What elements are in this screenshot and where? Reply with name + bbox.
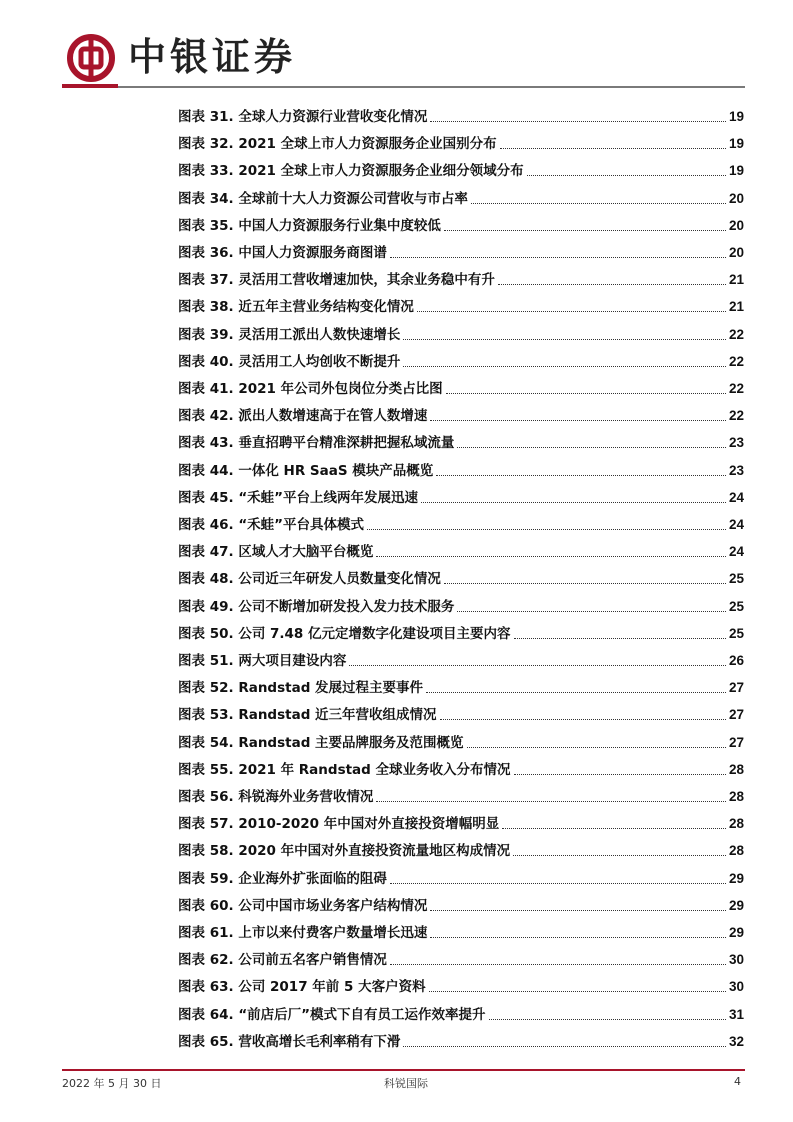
toc-leader-dots bbox=[514, 637, 726, 639]
header-rule bbox=[118, 86, 745, 88]
toc-entry[interactable] bbox=[178, 753, 744, 779]
bank-of-china-logo-icon bbox=[67, 34, 115, 82]
toc-entry-title: 图表 65. 营收高增长毛利率稍有下滑 bbox=[178, 1033, 401, 1050]
toc-leader-dots bbox=[376, 555, 726, 557]
toc-leader-dots bbox=[390, 256, 726, 258]
toc-entry-title: 图表 55. 2021 年 Randstad 全球业务收入分布情况 bbox=[178, 761, 511, 778]
toc-entry-page: 30 bbox=[728, 952, 744, 968]
toc-entry[interactable] bbox=[178, 1025, 744, 1051]
toc-entry-title: 图表 62. 公司前五名客户销售情况 bbox=[178, 952, 387, 969]
toc-entry-title: 图表 37. 灵活用工营收增速加快，其余业务稳中有升 bbox=[178, 272, 495, 289]
toc-leader-dots bbox=[471, 202, 726, 204]
toc-entry[interactable] bbox=[178, 399, 744, 425]
toc-leader-dots bbox=[457, 610, 726, 612]
toc-entry-page: 22 bbox=[728, 326, 744, 342]
toc-entry[interactable] bbox=[178, 481, 744, 507]
toc-entry[interactable] bbox=[178, 426, 744, 452]
toc-entry-page: 30 bbox=[728, 979, 744, 995]
toc-entry-title: 图表 58. 2020 年中国对外直接投资流量地区构成情况 bbox=[178, 843, 511, 860]
toc-entry-title: 图表 36. 中国人力资源服务商图谱 bbox=[178, 245, 387, 261]
toc-entry[interactable] bbox=[178, 263, 744, 289]
toc-entry-title: 图表 57. 2010-2020 年中国对外直接投资增幅明显 bbox=[178, 816, 500, 833]
toc-entry-page: 28 bbox=[728, 816, 744, 832]
toc-entry[interactable] bbox=[178, 943, 744, 969]
toc-leader-dots bbox=[514, 773, 726, 775]
toc-entry-page: 26 bbox=[728, 653, 744, 668]
toc-leader-dots bbox=[527, 174, 726, 176]
toc-entry-title: 图表 43. 垂直招聘平台精准深耕把握私域流量 bbox=[178, 435, 455, 452]
footer-company: 科锐国际 bbox=[384, 1077, 428, 1090]
toc-entry-page: 23 bbox=[728, 462, 744, 478]
toc-entry-page: 19 bbox=[728, 136, 744, 152]
toc-entry-page: 32 bbox=[728, 1033, 744, 1049]
toc-entry-page: 29 bbox=[728, 925, 744, 940]
toc-leader-dots bbox=[403, 365, 726, 367]
toc-leader-dots bbox=[446, 392, 726, 394]
footer-page-number: 4 bbox=[734, 1075, 741, 1088]
toc-entry-title: 图表 60. 公司中国市场业务客户结构情况 bbox=[178, 897, 428, 914]
footer-date: 2022 年 5 月 30 日 bbox=[62, 1077, 162, 1090]
toc-leader-dots bbox=[500, 147, 726, 149]
toc-entry-title: 图表 56. 科锐海外业务营收情况 bbox=[178, 789, 374, 805]
toc-leader-dots bbox=[430, 120, 726, 122]
toc-leader-dots bbox=[349, 664, 726, 666]
toc-leader-dots bbox=[403, 1045, 726, 1047]
toc-entry-title: 图表 63. 公司 2017 年前 5 大客户资料 bbox=[178, 979, 426, 996]
toc-entry-title: 图表 44. 一体化 HR SaaS 模块产品概览 bbox=[178, 462, 434, 479]
toc-leader-dots bbox=[444, 229, 726, 231]
toc-entry-title: 图表 38. 近五年主营业务结构变化情况 bbox=[178, 299, 414, 316]
toc-entry-title: 图表 40. 灵活用工人均创收不断提升 bbox=[178, 353, 401, 370]
toc-entry[interactable] bbox=[178, 617, 744, 643]
toc-entry-page: 22 bbox=[728, 408, 744, 424]
toc-entry-title: 图表 53. Randstad 近三年营收组成情况 bbox=[178, 707, 437, 724]
toc-entry[interactable] bbox=[178, 318, 744, 344]
toc-entry-title: 图表 39. 灵活用工派出人数快速增长 bbox=[178, 326, 401, 343]
toc-entry[interactable] bbox=[178, 998, 744, 1024]
toc-leader-dots bbox=[498, 283, 726, 285]
toc-entry-title: 图表 42. 派出人数增速高于在管人数增速 bbox=[178, 408, 428, 425]
toc-entry-page: 24 bbox=[728, 489, 744, 505]
toc-entry-page: 28 bbox=[728, 789, 744, 804]
toc-leader-dots bbox=[440, 718, 726, 720]
toc-leader-dots bbox=[403, 338, 726, 340]
toc-leader-dots bbox=[417, 310, 726, 312]
toc-entry-page: 22 bbox=[728, 381, 744, 396]
toc-entry-page: 27 bbox=[728, 734, 744, 750]
toc-leader-dots bbox=[426, 691, 726, 693]
toc-leader-dots bbox=[421, 501, 726, 503]
toc-entry-title: 图表 50. 公司 7.48 亿元定增数字化建设项目主要内容 bbox=[178, 625, 511, 642]
toc-entry[interactable] bbox=[178, 644, 744, 670]
toc-entry-page: 29 bbox=[728, 870, 744, 886]
toc-leader-dots bbox=[457, 446, 726, 448]
toc-entry-title: 图表 52. Randstad 发展过程主要事件 bbox=[178, 680, 424, 697]
toc-entry-title: 图表 49. 公司不断增加研发投入发力技术服务 bbox=[178, 598, 455, 615]
footer-rule bbox=[62, 1069, 745, 1071]
toc-entry[interactable] bbox=[178, 671, 744, 697]
toc-entry-title: 图表 59. 企业海外扩张面临的阻碍 bbox=[178, 870, 387, 887]
toc-entry[interactable] bbox=[178, 345, 744, 371]
toc-entry-page: 19 bbox=[728, 109, 744, 124]
toc-entry-page: 19 bbox=[728, 163, 744, 179]
toc-leader-dots bbox=[489, 1018, 726, 1020]
toc-entry-page: 28 bbox=[728, 761, 744, 777]
toc-entry-title: 图表 31. 全球人力资源行业营收变化情况 bbox=[178, 109, 428, 125]
toc-leader-dots bbox=[390, 882, 726, 884]
toc-entry[interactable] bbox=[178, 127, 744, 153]
toc-entry[interactable] bbox=[178, 780, 744, 806]
toc-entry-page: 25 bbox=[728, 571, 744, 587]
toc-entry[interactable] bbox=[178, 834, 744, 860]
toc-entry-page: 21 bbox=[728, 272, 744, 288]
toc-entry[interactable] bbox=[178, 535, 744, 561]
toc-entry[interactable] bbox=[178, 889, 744, 915]
toc-entry-page: 20 bbox=[728, 190, 744, 206]
toc-entry-page: 22 bbox=[728, 353, 744, 369]
toc-leader-dots bbox=[513, 854, 726, 856]
toc-entry[interactable] bbox=[178, 807, 744, 833]
toc-entry[interactable] bbox=[178, 154, 744, 180]
toc-entry-title: 图表 33. 2021 全球上市人力资源服务企业细分领域分布 bbox=[178, 163, 524, 180]
toc-entry-page: 23 bbox=[728, 435, 744, 451]
toc-leader-dots bbox=[436, 474, 726, 476]
toc-entry[interactable] bbox=[178, 726, 744, 752]
toc-entry-page: 31 bbox=[728, 1006, 744, 1022]
toc-entry[interactable] bbox=[178, 862, 744, 888]
toc-entry-title: 图表 61. 上市以来付费客户数量增长迅速 bbox=[178, 925, 428, 941]
toc-entry-title: 图表 47. 区域人才大脑平台概览 bbox=[178, 544, 374, 561]
toc-entry[interactable] bbox=[178, 590, 744, 616]
toc-entry[interactable] bbox=[178, 290, 744, 316]
toc-entry[interactable] bbox=[178, 508, 744, 534]
toc-entry-page: 24 bbox=[728, 544, 744, 560]
toc-entry-title: 图表 46. “禾蛙”平台具体模式 bbox=[178, 517, 365, 533]
toc-entry-title: 图表 45. “禾蛙”平台上线两年发展迅速 bbox=[178, 489, 419, 506]
toc-entry-title: 图表 35. 中国人力资源服务行业集中度较低 bbox=[178, 217, 441, 234]
header-accent-rule bbox=[62, 84, 118, 88]
toc-leader-dots bbox=[430, 909, 726, 911]
toc-entry[interactable] bbox=[178, 970, 744, 996]
toc-entry-page: 24 bbox=[728, 517, 744, 532]
toc-entry-title: 图表 32. 2021 全球上市人力资源服务企业国别分布 bbox=[178, 136, 497, 153]
toc-entry[interactable] bbox=[178, 454, 744, 480]
toc-leader-dots bbox=[376, 800, 726, 802]
brand-name: 中银证券 bbox=[128, 35, 297, 79]
toc-entry[interactable] bbox=[178, 916, 744, 942]
toc-leader-dots bbox=[367, 528, 726, 530]
toc-entry-title: 图表 51. 两大项目建设内容 bbox=[178, 653, 347, 669]
toc-leader-dots bbox=[430, 419, 726, 421]
toc-entry-title: 图表 34. 全球前十大人力资源公司营收与市占率 bbox=[178, 190, 468, 207]
toc-entry[interactable] bbox=[178, 100, 744, 126]
toc-entry[interactable] bbox=[178, 236, 744, 262]
toc-entry-page: 28 bbox=[728, 843, 744, 859]
toc-entry-page: 25 bbox=[728, 625, 744, 641]
toc-leader-dots bbox=[390, 963, 726, 965]
toc-entry-title: 图表 54. Randstad 主要品牌服务及范围概览 bbox=[178, 734, 464, 751]
toc-entry-title: 图表 41. 2021 年公司外包岗位分类占比图 bbox=[178, 381, 443, 397]
toc-entry-page: 29 bbox=[728, 897, 744, 913]
toc-entry-title: 图表 48. 公司近三年研发人员数量变化情况 bbox=[178, 571, 441, 588]
toc-leader-dots bbox=[502, 827, 726, 829]
toc-entry-page: 20 bbox=[728, 217, 744, 233]
toc-entry-page: 20 bbox=[728, 245, 744, 260]
page-header bbox=[0, 0, 793, 92]
toc-entry[interactable] bbox=[178, 698, 744, 724]
toc-entry-page: 21 bbox=[728, 299, 744, 315]
toc-entry-page: 27 bbox=[728, 707, 744, 723]
toc-entry[interactable] bbox=[178, 372, 744, 398]
toc-entry[interactable] bbox=[178, 182, 744, 208]
toc-entry-page: 27 bbox=[728, 680, 744, 696]
toc-leader-dots bbox=[430, 936, 726, 938]
toc-entry[interactable] bbox=[178, 562, 744, 588]
toc-leader-dots bbox=[429, 990, 726, 992]
toc-entry-page: 25 bbox=[728, 598, 744, 614]
toc-leader-dots bbox=[444, 582, 726, 584]
toc-leader-dots bbox=[467, 746, 726, 748]
toc-entry-title: 图表 64. “前店后厂”模式下自有员工运作效率提升 bbox=[178, 1006, 486, 1023]
toc-entry[interactable] bbox=[178, 209, 744, 235]
